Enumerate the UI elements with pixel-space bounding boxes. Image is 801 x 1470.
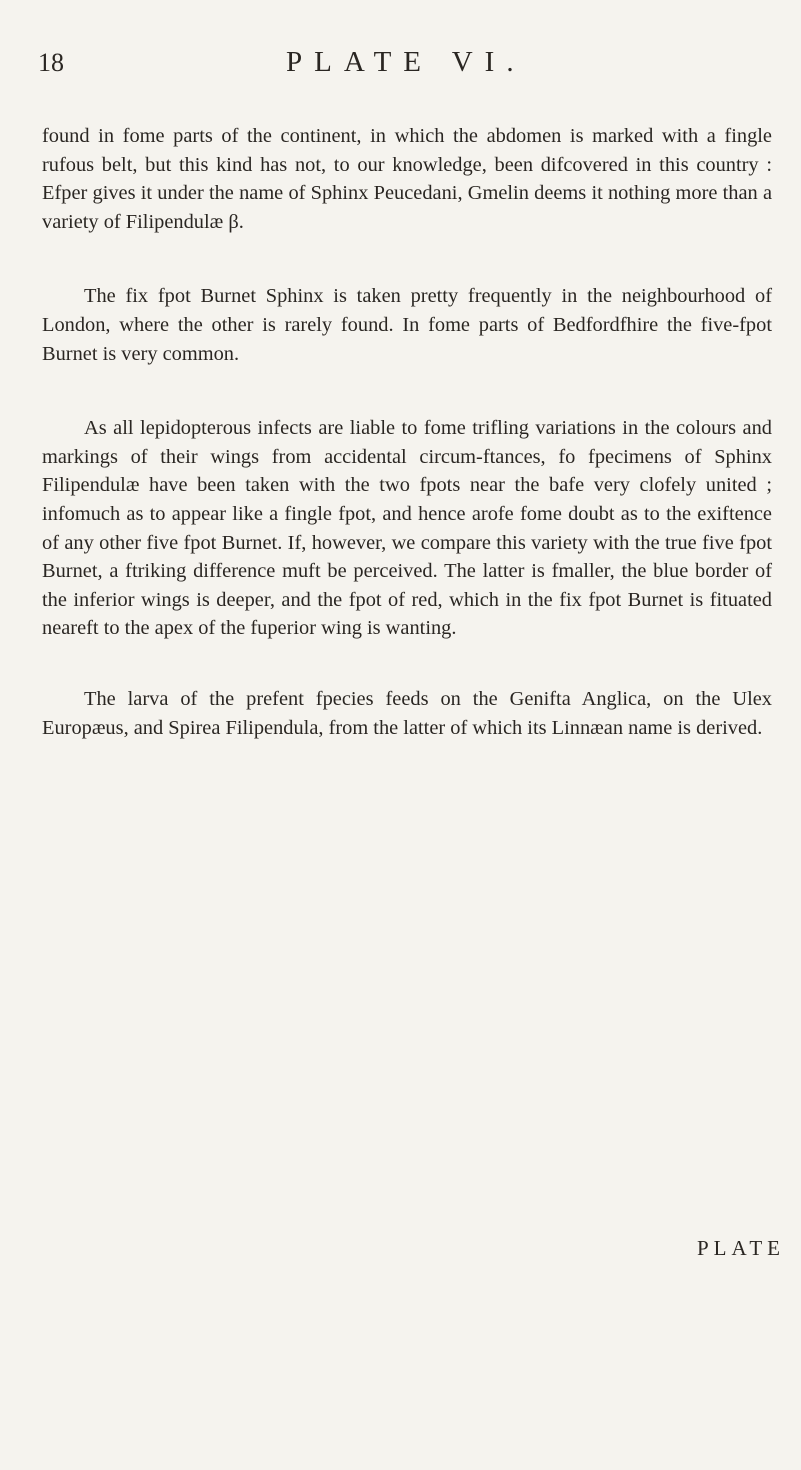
page-number: 18 [38, 48, 64, 77]
page-header [38, 46, 778, 86]
paragraph-six-spot-burnet: The fix fpot Burnet Sphinx is taken pretty frequently in the neighbourhood of London, where the other is rarely found. In fome parts of Bedfordfhire the five-fpot Burnet is very common. [42, 285, 772, 365]
paragraph-variations: As all lepidopterous infects are liable to fome trifling variations in the colours and markings of their wings from accidental circum-ftances, fo fpecimens of Sphinx Filipendulæ have been taken with the two fpots near the bafe very clofely united ; infomuch as to appear like a fingle fpot, and hence arofe fome doubt as to the exiftence of any other five fpot Burnet. If, however, we compare this variety with the true five fpot Burnet, a ftriking difference muft be perceived. The latter is fmaller, the blue border of the inferior wings is deeper, and the fpot of red, which in the fix fpot Burnet is fituated neareft to the apex of the fuperior wing is wanting. [42, 417, 772, 640]
paragraph-continuation: found in fome parts of the continent, in which the abdomen is marked with a fingle rufous belt, but this kind has not, to our knowledge, been difcovered in this country : Efper gives it under the name of Sphinx Peucedani, Gmelin deems it nothing more than a variety of Filipendulæ β. [42, 125, 772, 233]
paragraph-larva: The larva of the prefent fpecies feeds on the Genifta Anglica, on the Ulex Europæus, and Spirea Filipendula, from the latter of which its Linnæan name is derived. [42, 687, 772, 739]
body-text [42, 122, 772, 742]
running-head: PLATE VI. [286, 46, 526, 78]
catchword: PLATE [697, 1236, 785, 1260]
